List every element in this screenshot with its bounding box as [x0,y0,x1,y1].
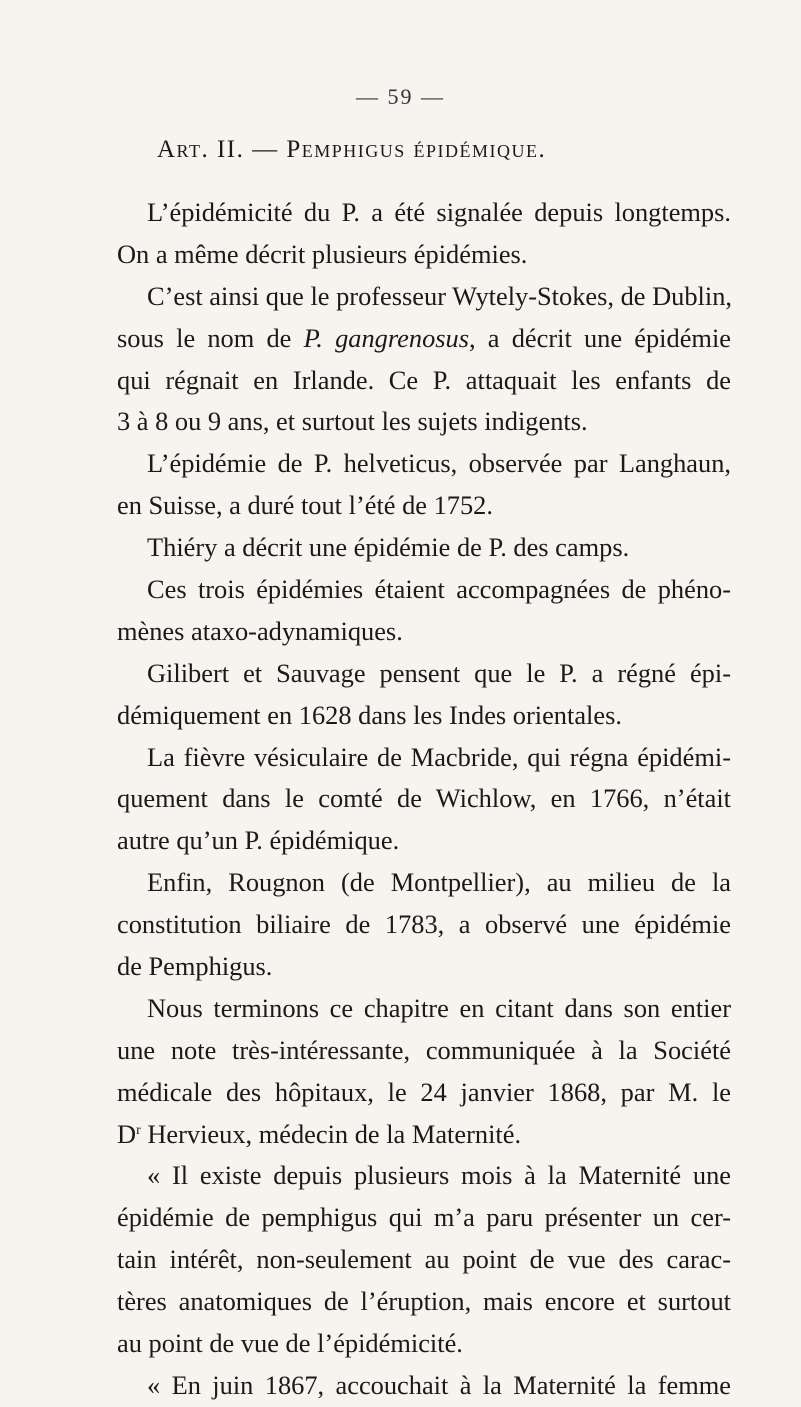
text-line: « En juin 1867, accouchait à la Maternité la femme [147,1369,731,1400]
text-line: constitution biliaire de 1783, a observé une épidémie [117,909,731,940]
text-line: mènes ataxo-adynamiques. [117,615,403,646]
text-line: « Il existe depuis plusieurs mois à la Maternité une [147,1160,731,1191]
text-line: Nous terminons ce chapitre en citant dans son entier [147,992,731,1023]
text-segment: , a décrit une épidémie [469,322,731,353]
text-line: Thiéry a décrit une épidémie de P. des camps. [147,532,630,563]
text-segment: Hervieux, médecin de la Maternité. [140,1118,522,1149]
article-number: Art. II. — [157,136,287,163]
text-line [117,318,731,360]
text-line: tain intérêt, non-seulement au point de vue des carac- [117,1244,731,1275]
text-line: une note très-intéressante, communiquée à la Société [117,1034,731,1065]
text-segment: D [117,1118,137,1149]
text-line: de Pemphigus. [117,951,273,982]
body-text [117,192,731,1407]
text-line: 3 à 8 ou 9 ans, et surtout les sujets indigents. [117,406,588,437]
text-line: On a même décrit plusieurs épidémies. [117,238,528,269]
text-line: Ces trois épidémies étaient accompagnées de phéno- [147,574,731,605]
text-line: L’épidémie de P. helveticus, observée par Langhaun, [147,448,731,479]
text-line: L’épidémicité du P. a été signalée depuis longtemps. [147,197,731,227]
page-number: — 59 — [356,84,445,109]
italic-term: P. gangrenosus [303,322,469,353]
text-segment: sous le nom de [117,322,304,353]
text-line: qui régnait en Irlande. Ce P. attaquait les enfants de [117,364,731,395]
section-title: Pemphigus épidémique. [286,136,547,163]
text-line: autre qu’un P. épidémique. [117,825,400,856]
text-line: C’est ainsi que le professeur Wytely-Stokes, de Dublin, [147,280,733,311]
text-line: au point de vue de l’épidémicité. [117,1328,463,1359]
text-line: La fièvre vésiculaire de Macbride, qui régna épidémi- [147,741,731,772]
text-line: en Suisse, a duré tout l’été de 1752. [117,490,493,521]
superscript: r [136,1122,141,1138]
text-line: Gilibert et Sauvage pensent que le P. a régné épi- [147,657,731,688]
text-line: démiquement en 1628 dans les Indes orientales. [117,699,622,730]
text-line: médicale des hôpitaux, le 24 janvier 1868, par M. le [117,1076,731,1107]
section-heading [157,136,717,164]
text-line: Enfin, Rougnon (de Montpellier), au milieu de la [147,867,731,898]
text-line: tères anatomiques de l’éruption, mais encore et surtout [117,1286,731,1317]
text-line [117,1114,731,1156]
text-line: quement dans le comté de Wichlow, en 1766, n’était [117,783,731,814]
text-line: épidémie de pemphigus qui m’a paru présenter un cer- [117,1202,731,1233]
